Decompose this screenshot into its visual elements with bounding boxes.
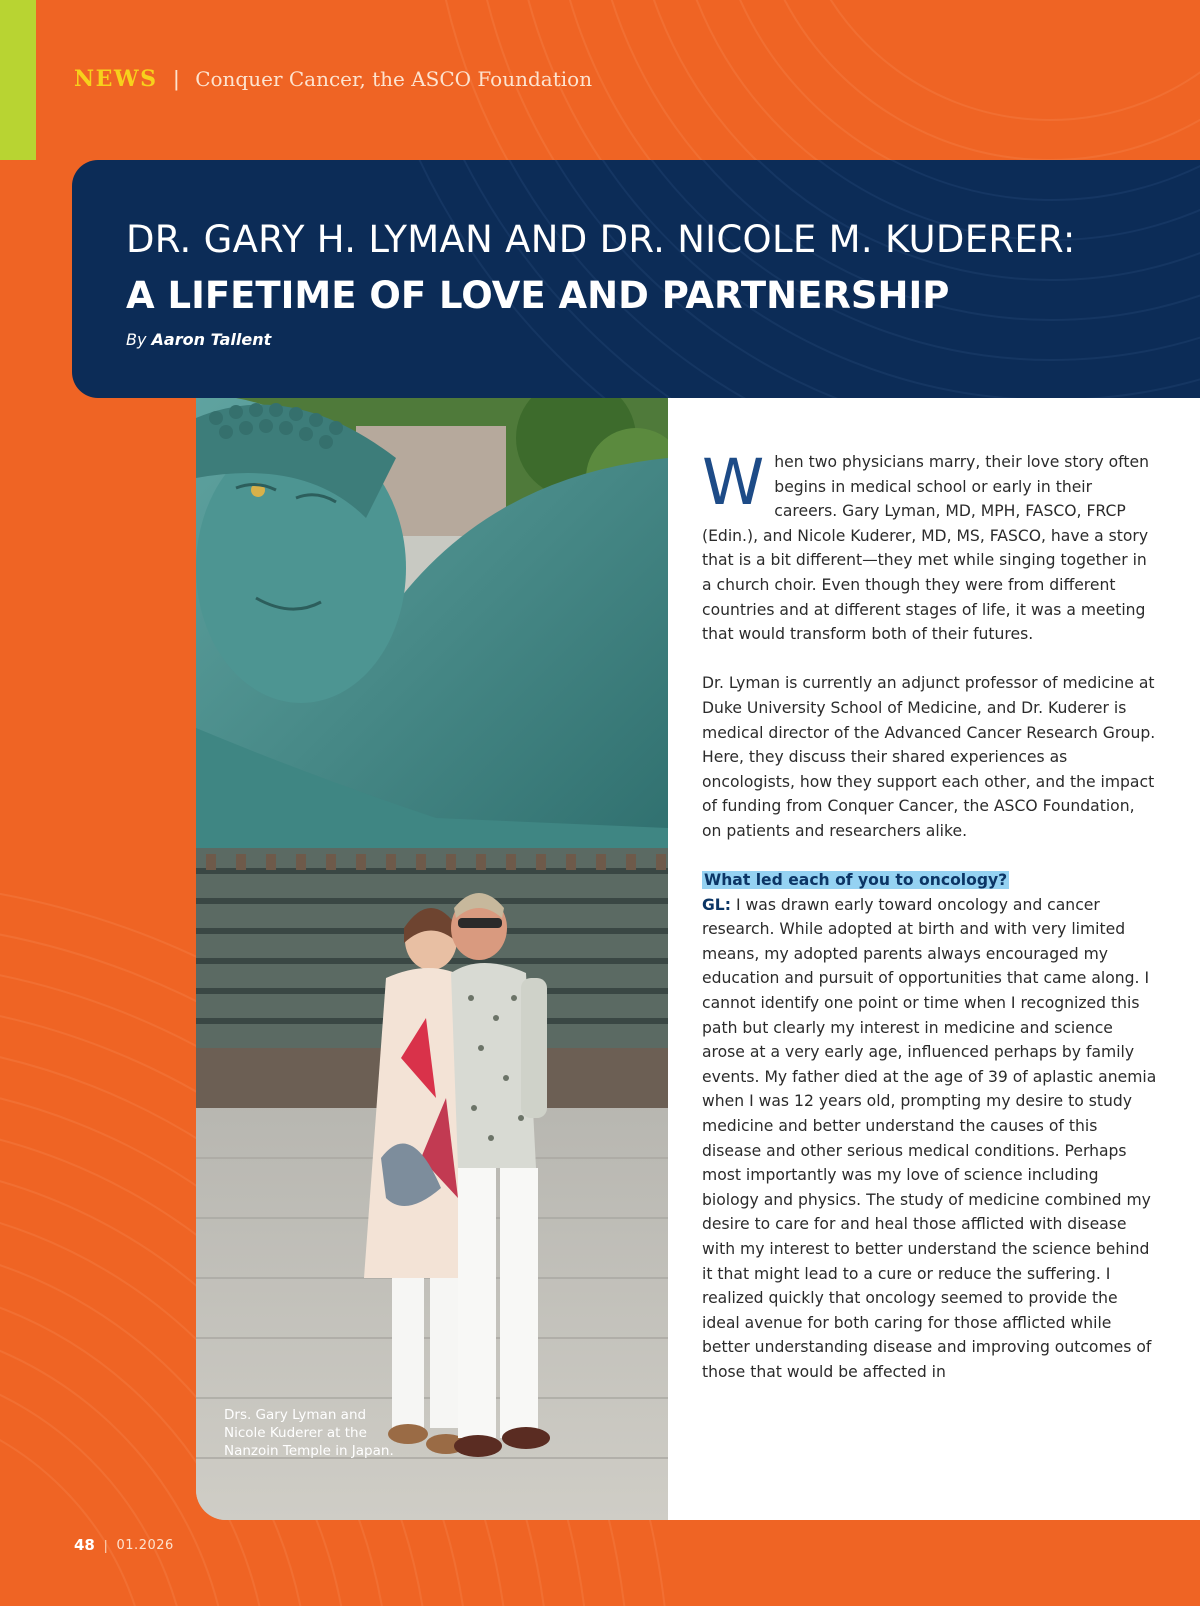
article-body [668, 398, 1200, 1520]
question-heading: What led each of you to oncology? [704, 871, 1008, 890]
qa-block [702, 868, 1158, 1384]
temple-photo-illustration [196, 398, 668, 1520]
footer-separator: | [103, 1537, 108, 1553]
intro-text: hen two physicians marry, their love story often begins in medical school or early in their careers. Gary Lyman, MD, MPH, FASCO, FRCP (Edin.), and Nicole Kuderer, MD, MS, FASCO, have a story that is a bit different—they met while singing together in a church choir. Even though they were from different countries and at different stages of life, it was a meeting that would transform both of their futures. [702, 453, 1149, 644]
byline [126, 330, 271, 349]
page-number: 48 [74, 1536, 95, 1554]
speaker-label: GL: [702, 895, 731, 914]
feature-photo [196, 398, 668, 1520]
drop-cap: W [702, 446, 765, 519]
intro-paragraph [702, 446, 1158, 647]
byline-author: Aaron Tallent [151, 330, 272, 349]
page-footer [74, 1536, 174, 1554]
answer-text: I was drawn early toward oncology and cancer research. While adopted at birth and with very limited means, my adopted parents always encouraged my education and pursuit of opportunities that came along. I cannot identify one point or time when I recognized this path but clearly my interest in medicine and science arose at a very early age, influenced perhaps by family events. My father died at the age of 39 of aplastic anemia when I was 12 years old, prompting my desire to study medicine and better understand the causes of this disease and other serious medical conditions. Perhaps most importantly was my love of science including biology and physics. The study of medicine combined my desire to care for and heal those afflicted with disease with my interest to better understand the science behind it that might lead to a cure or reduce the suffering. I realized quickly that oncology seemed to provide the ideal avenue for both caring for those afflicted while better understanding disease and improving outcomes of those that would be affected in [702, 895, 1157, 1381]
section-name: Conquer Cancer, the ASCO Foundation [195, 67, 593, 91]
headline-line-2: A LIFETIME OF LOVE AND PARTNERSHIP [126, 274, 950, 317]
paragraph-2: Dr. Lyman is currently an adjunct professor of medicine at Duke University School of Medicine, and Dr. Kuderer is medical director of the Advanced Cancer Research Group. Here, they discuss their shared experiences as oncologists, how they support each other, and the impact of funding from Conquer Cancer, the ASCO Foundation, on patients and researchers alike. [702, 674, 1156, 840]
section-label: NEWS [74, 66, 158, 92]
section-separator: | [173, 66, 180, 91]
photo-caption: Drs. Gary Lyman and Nicole Kuderer at the Nanzoin Temple in Japan. [224, 1407, 394, 1459]
title-band [72, 160, 1200, 398]
headline-line-1: DR. GARY H. LYMAN AND DR. NICOLE M. KUDERER: [126, 218, 1076, 261]
byline-prefix: By [126, 330, 147, 349]
section-header [74, 66, 592, 92]
issue-date: 01.2026 [116, 1537, 174, 1553]
